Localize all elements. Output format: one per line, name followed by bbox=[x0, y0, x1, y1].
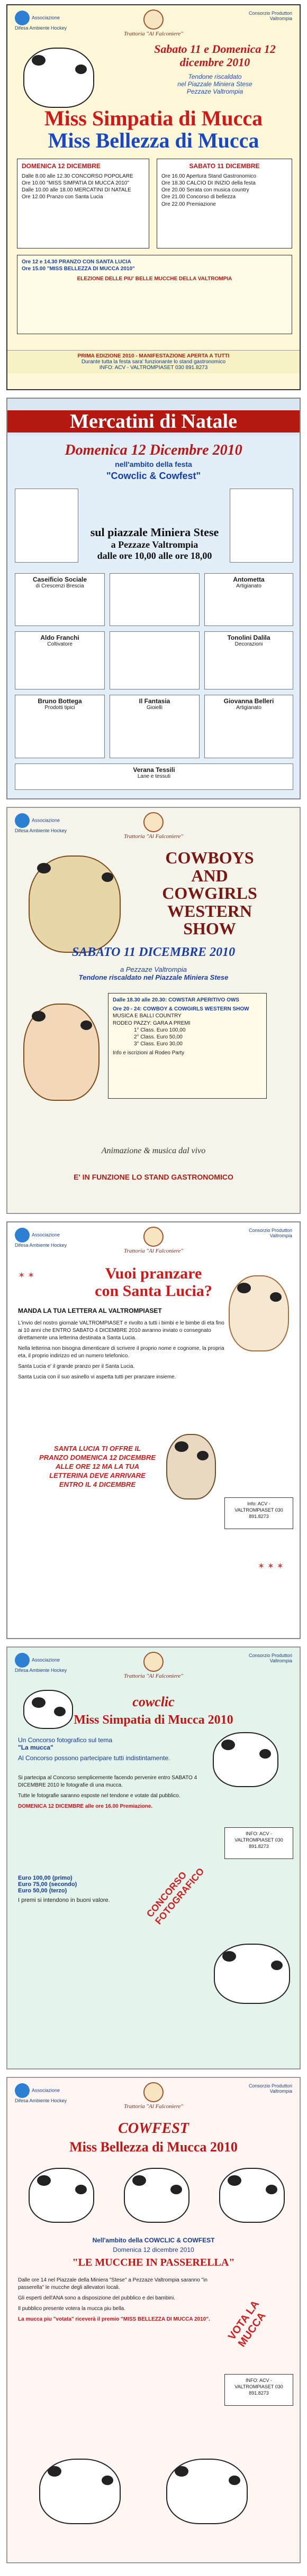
poster-western-show bbox=[6, 807, 301, 1214]
footer-note: PRIMA EDIZIONE 2010 - MANIFESTAZIONE APERTA A TUTTI Durante tutta la festa sara' funzionante lo stand gastronomico INFO: ACV - VALTROMPIASET 030 891.8273 bbox=[7, 350, 300, 373]
sponsor-ad: Bruno Bottega Prodotti tipici bbox=[15, 695, 105, 758]
cowfest-title: COWFEST bbox=[118, 2120, 189, 2137]
animazione-note: Animazione & musica dal vivo bbox=[101, 1146, 206, 1155]
trattoria-logo: Trattoria "Al Falconiere" bbox=[124, 812, 183, 840]
cowclic-intro: Un Concorso fotografico sul tema "La mucca" Al Concorso possono partecipare tutti indistintamente. bbox=[18, 1736, 170, 1762]
consortium-logo: Consorzio Produttori Valtrompia bbox=[248, 2083, 292, 2094]
title-miss-bellezza: Miss Bellezza di Mucca bbox=[48, 128, 259, 152]
cowfest-info: INFO: ACV - VALTROMPIASET 030 891.8273 bbox=[224, 2374, 293, 2406]
cowfest-context: Nell'ambito della COWCLIC & COWFEST bbox=[92, 2237, 215, 2244]
program-details: Ore 12 e 14.30 PRANZO CON SANTA LUCIA Ore 15.00 "MISS BELLEZZA DI MUCCA 2010" ELEZIONE DELLE PIU' BELLE MUCCHE DELLA VALTROMPIA bbox=[17, 255, 292, 334]
cowboy-illustration bbox=[29, 855, 121, 953]
cowfest-headline: "LE MUCCHE IN PASSERELLA" bbox=[72, 2257, 235, 2268]
cowfest-subtitle: Miss Bellezza di Mucca 2010 bbox=[69, 2139, 238, 2155]
sponsor-ad bbox=[110, 631, 200, 689]
cow-illustration bbox=[166, 2459, 248, 2524]
association-logo: Associazione Difesa Ambiente Hockey bbox=[15, 11, 73, 31]
cowclic-subtitle: Miss Simpatia di Mucca 2010 bbox=[74, 1713, 233, 1727]
consortium-logo: Consorzio Produttori Valtrompia bbox=[248, 1228, 292, 1238]
poster-cowclic bbox=[6, 1646, 301, 2069]
association-logo: Associazione Difesa Ambiente Hockey bbox=[15, 1228, 73, 1248]
sponsor-ad bbox=[110, 573, 200, 626]
star-icon: ✶ ✶ ✶ bbox=[257, 1562, 284, 1571]
association-logo: Associazione Difesa Ambiente Hockey bbox=[15, 813, 73, 833]
mercatini-venue: sul piazzale Miniera Stese a Pezzaze Valtrompia dalle ore 10,00 alle ore 18,00 bbox=[90, 526, 219, 561]
western-title: COWBOYS AND COWGIRLS WESTERN SHOW bbox=[162, 848, 257, 939]
cowclic-info: INFO: ACV - VALTROMPIASET 030 891.8273 bbox=[224, 1827, 293, 1859]
consortium-logo: Consorzio Produttori Valtrompia bbox=[248, 1653, 292, 1663]
trattoria-logo: Trattoria "Al Falconiere" bbox=[124, 1652, 183, 1679]
poster-header bbox=[7, 2078, 300, 2115]
santa-lucia-info: Info: ACV - VALTROMPIASET 030 891.8273 bbox=[224, 1497, 293, 1529]
cowfest-body: Dalle ore 14 nel Piazzale della Miniera "Stese" a Pezzaze Valtrompia saranno "in passerella" le mucche degli allevatori locali. Gli esperti dell'ANA sono a disposizione del pubblico e dei bambini. Il pubblico presente votera la mucca piu bella. La mucca piu "votata" riceverà il premio "MISS BELLEZZA DI MUCCA 2010". bbox=[18, 2277, 210, 2322]
trattoria-logo: Trattoria "Al Falconiere" bbox=[124, 1227, 183, 1254]
vote-label: VOTA LA MUCCA bbox=[226, 2298, 268, 2349]
cow-illustration bbox=[213, 1732, 278, 1787]
cow-illustration bbox=[214, 1944, 290, 2004]
association-logo: Associazione Difesa Ambiente Hockey bbox=[15, 1653, 73, 1673]
sponsor-ad: Tonolini Dalila Decorazioni bbox=[204, 631, 293, 689]
trattoria-logo: Trattoria "Al Falconiere" bbox=[124, 2082, 183, 2110]
trattoria-logo: Trattoria "Al Falconiere" bbox=[124, 10, 183, 37]
star-icon: ✶ ✶ bbox=[18, 1271, 35, 1280]
santa-lucia-illustration bbox=[229, 1275, 289, 1351]
sponsor-ad: Il Fantasia Gioielli bbox=[110, 695, 200, 758]
poster-santa-lucia bbox=[6, 1221, 301, 1639]
cow-illustration bbox=[39, 2459, 121, 2524]
title-miss-simpatia: Miss Simpatia di Mucca bbox=[44, 106, 263, 130]
poster-header bbox=[7, 1648, 300, 1685]
mercatini-sub: "Cowclic & Cowfest" bbox=[106, 471, 201, 481]
poster-miss-mucca bbox=[6, 4, 301, 390]
sponsor-ad: Verana Tessili Lane e tessuti bbox=[15, 763, 293, 790]
concorso-fotografico-label: CONCORSO FOTOGRAFICO bbox=[144, 1865, 206, 1927]
sponsor-ad: Giovanna Belleri Artigianato bbox=[204, 695, 293, 758]
poster-mercatini bbox=[6, 398, 301, 799]
sponsor-ad: Caseificio Sociale di Crescenzi Brescia bbox=[15, 573, 105, 626]
event-dates: Sabato 11 e Domenica 12 dicembre 2010 bbox=[154, 42, 276, 69]
poster-cowfest bbox=[6, 2077, 301, 2563]
cowclic-prizes: Euro 100,00 (primo) Euro 75,00 (secondo) Euro 50,00 (terzo) I premi si intendono in buoni valore. bbox=[18, 1875, 110, 1903]
sabato-schedule: SABATO 11 DICEMBRE Ore 16.00 Apertura Stand Gastronomico Ore 18.30 CALCIO DI INIZIO della festa Ore 20.00 Serata con musica country Ore 21.00 Concorso di bellezza Ore 22.00 Premiazione bbox=[157, 159, 292, 249]
western-venue: a Pezzaze Valtrompia Tendone riscaldato nel Piazzale Miniera Stese bbox=[78, 965, 229, 981]
poster-header bbox=[7, 1222, 300, 1259]
cow-illustration bbox=[124, 2168, 189, 2223]
ad-image bbox=[15, 489, 78, 563]
mercatini-date: Domenica 12 Dicembre 2010 bbox=[65, 442, 242, 458]
cow-illustration bbox=[219, 2168, 285, 2223]
western-date: SABATO 11 DICEMBRE 2010 bbox=[71, 945, 236, 959]
stand-note: E' IN FUNZIONE LO STAND GASTRONOMICO bbox=[74, 1173, 233, 1181]
western-program: Dalle 18.30 alle 20.30: COWSTAR APERITIVO OWS Ore 20 - 24: COWBOY & COWGIRLS WESTERN SHOW MUSICA E BALLI COUNTRY RODEO PAZZY: GARA A PREMI 1° Class. Euro 100,00 2° Class. Euro 50,00 3° Class. Euro 30,00 Info e iscrizioni al Rodeo Party bbox=[108, 993, 267, 1099]
mercatini-title: Mercatini di Natale bbox=[7, 410, 300, 433]
poster-header bbox=[7, 808, 300, 845]
cow-illustration bbox=[29, 2168, 94, 2223]
venue: Tendone riscaldato nel Piazzale Miniera Stese Pezzaze Valtrompia bbox=[177, 73, 252, 95]
cowfest-date: Domenica 12 dicembre 2010 bbox=[113, 2246, 194, 2253]
donkey-illustration bbox=[166, 1434, 216, 1499]
cowclic-body: Si partecipa al Concorso semplicemente facendo pervenire entro SABATO 4 DICEMBRE 2010 le fotografie di una mucca. Tutte le fotografie saranno esposte nel tendone e votate dal pubblico. DOMENICA 12 DICEMBRE alle ore 16.00 Premiazione. bbox=[18, 1775, 197, 1809]
cowgirl-illustration bbox=[23, 1004, 100, 1101]
association-logo: Associazione Difesa Ambiente Hockey bbox=[15, 2083, 73, 2103]
santa-lucia-body: L'invio del nostro giornale VALTROMPIASET e rivolto a tutti i bimbi e le bimbe di eta fino ai 10 anni che ENTRO SABATO 4 DICEMBRE 2010 avranno inviato o consegnato direttamente una letterina destinata a Santa Lucia. Nella letterina non bisogna dimenticare di scrivere il proprio nome e cognome, la propria eta, il proprio indirizzo ed un numero telefonico. Santa Lucia e' il grande pranzo per il Santa Lucia. Santa Lucia con il suo asinello vi aspetta tutti per pranzare insieme. bbox=[18, 1320, 224, 1380]
sponsor-ad: Aldo Franchi Coltivatore bbox=[15, 631, 105, 689]
mercatini-sub: nell'ambito della festa bbox=[115, 460, 192, 468]
sponsor-ad: Antometta Artigianato bbox=[204, 573, 293, 626]
domenica-schedule: DOMENICA 12 DICEMBRE Dalle 8.00 alle 12.30 CONCORSO POPOLARE Ore 10.00 "MISS SIMPATIA DI MUCCA 2010" Dalle 10.00 alle 18.00 MERCATINI DI NATALE Ore 12.00 Pranzo con Santa Lucia bbox=[17, 159, 149, 249]
cow-illustration bbox=[23, 48, 94, 108]
ad-image bbox=[230, 489, 293, 563]
santa-lucia-offer: SANTA LUCIA TI OFFRE IL PRANZO DOMENICA 12 DICEMBRE ALLE ORE 12 MA LA TUA LETTERINA DEVE ARRIVARE ENTRO IL 4 DICEMBRE bbox=[39, 1445, 156, 1488]
cowclic-title: cowclic bbox=[132, 1694, 175, 1709]
consortium-logo: Consorzio Produttori Valtrompia bbox=[248, 11, 292, 21]
santa-lucia-heading: MANDA LA TUA LETTERA AL VALTROMPIASET bbox=[18, 1307, 162, 1314]
santa-lucia-title: Vuoi pranzare con Santa Lucia? bbox=[95, 1265, 212, 1300]
